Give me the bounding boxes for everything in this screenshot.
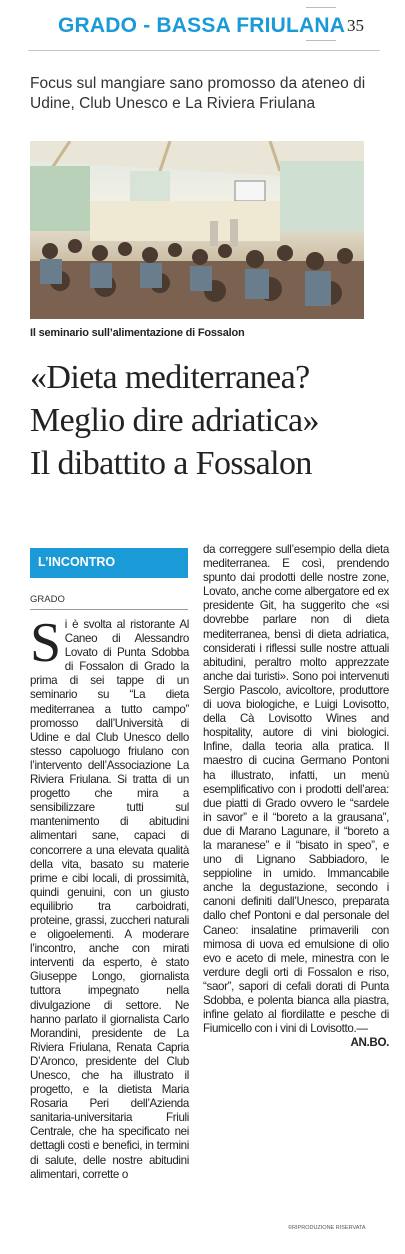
- dateline-rule: [30, 609, 188, 610]
- headline-line: Il dibattito a Fossalon: [30, 445, 312, 482]
- tag-label: L’INCONTRO: [38, 555, 116, 569]
- drop-cap: S: [30, 612, 61, 674]
- dateline: GRADO: [30, 594, 65, 605]
- section-tag: [30, 548, 188, 578]
- header-rule: [306, 7, 336, 8]
- headline-line: Meglio dire adriatica»: [30, 402, 319, 439]
- page-header: [0, 0, 405, 50]
- page-number: 35: [347, 16, 364, 35]
- article-headline: [30, 356, 380, 485]
- body-text: i è svolta al ristorante Al Caneo di Alessandro Lovato di Punta Sdobba di Fossalon di Grado la prima di sei tappe di un seminario su “La dieta mediterranea a tutto campo” promosso dall’Università di Udine e dal Club Unesco dello stesso capoluogo friulano con l’intervento dell’Associazione La Riviera Friulana. Si tratta di un progetto che mira a sensibilizzare tutti sul mantenimento di abitudini alimentari sane, capaci di concorrere a una elevata qualità della vita, basato su materie prime e cibi locali, di prossimità, quindi genuini, con un giusto equilibrio tra carboidrati, proteine, grassi, zuccheri naturali e oligoelementi. A moderare l’incontro, anche con mirati interventi da esperto, è stato Giuseppe Longo, giornalista tuttora impegnato nella divulgazione di settore. Ne hanno parlato il giornalista Carlo Morandini, presidente de La Riviera Friulana, Renata Capria D’Aronco, presidente del Club Unesco, che ha illustrato il progetto, e la dietista Maria Rosaria Peri dell’Azienda sanitaria-universitaria Friuli Centrale, che ha specificato nei dettagli costi e benefici, in termini di salute, delle nostre abitudini alimentari, corrette o: [30, 618, 189, 1181]
- article-photo: [30, 141, 364, 319]
- body-column-2: [203, 543, 389, 1050]
- photo-illustration: [30, 141, 364, 319]
- body-column-1: [30, 612, 189, 1182]
- body-text: da correggere sull’esempio della dieta mediterranea. E così, prendendo spunto dai prodotti delle nostre zone, Lovato, anche come albergatore ed ex presidente Git, ha suggerito che «si dovrebbe parlare non di dieta mediterranea, bensì di dieta adriatica, considerati i riflessi sulle nostre attuali abitudini, peraltro molto apprezzate anche dai turisti». Sono poi intervenuti Sergio Pascolo, avicoltore, produttore di uova biologiche, e Luigi Lovisotto, della Cà Lovisotto Wines and hospitality, autore di vini biologici. Infine, dalla teoria alla pratica. Il maestro di cucina Germano Pontoni ha illustrato, infatti, un menù esemplificativo con i prodotti dell’area: due piatti di Grado ovvero le “sardele in savor” e il “boreto a la grausana”, due di Marano Lagunare, il “boreto a la maranese” e il “bisato in speo”, e uno di Lignano Sabbiadoro, le seppioline in umido. Immancabile anche la degustazione, secondo i canoni definiti dall’Unesco, preparata dallo chef Pontoni e dal personale del Caneo: insalatine primaverili con mimosa di uova ed emulsione di olio evo e aceto di mele, minestra con le verdure degli orti di Fossalon e riso, “saor”, sapori di cefali dorati di Punta Sdobba, e polenta bianca alla piastra, infine gelato al fiordilatte e pesche di Fiumicello con i vini di Lovisotto.—: [203, 543, 389, 1036]
- author-signature: AN.BO.: [350, 1036, 389, 1050]
- photo-caption: Il seminario sull’alimentazione di Fossalon: [30, 327, 245, 339]
- headline-line: «Dieta mediterranea?: [30, 359, 310, 396]
- copyright-notice: ©RIPRODUZIONE RISERVATA: [288, 1225, 366, 1231]
- section-title: GRADO - BASSA FRIULANA: [58, 14, 346, 37]
- header-rule: [306, 40, 336, 41]
- article-kicker: Focus sul mangiare sano promosso da ateneo di Udine, Club Unesco e La Riviera Friulana: [30, 75, 366, 112]
- header-divider: [28, 50, 380, 51]
